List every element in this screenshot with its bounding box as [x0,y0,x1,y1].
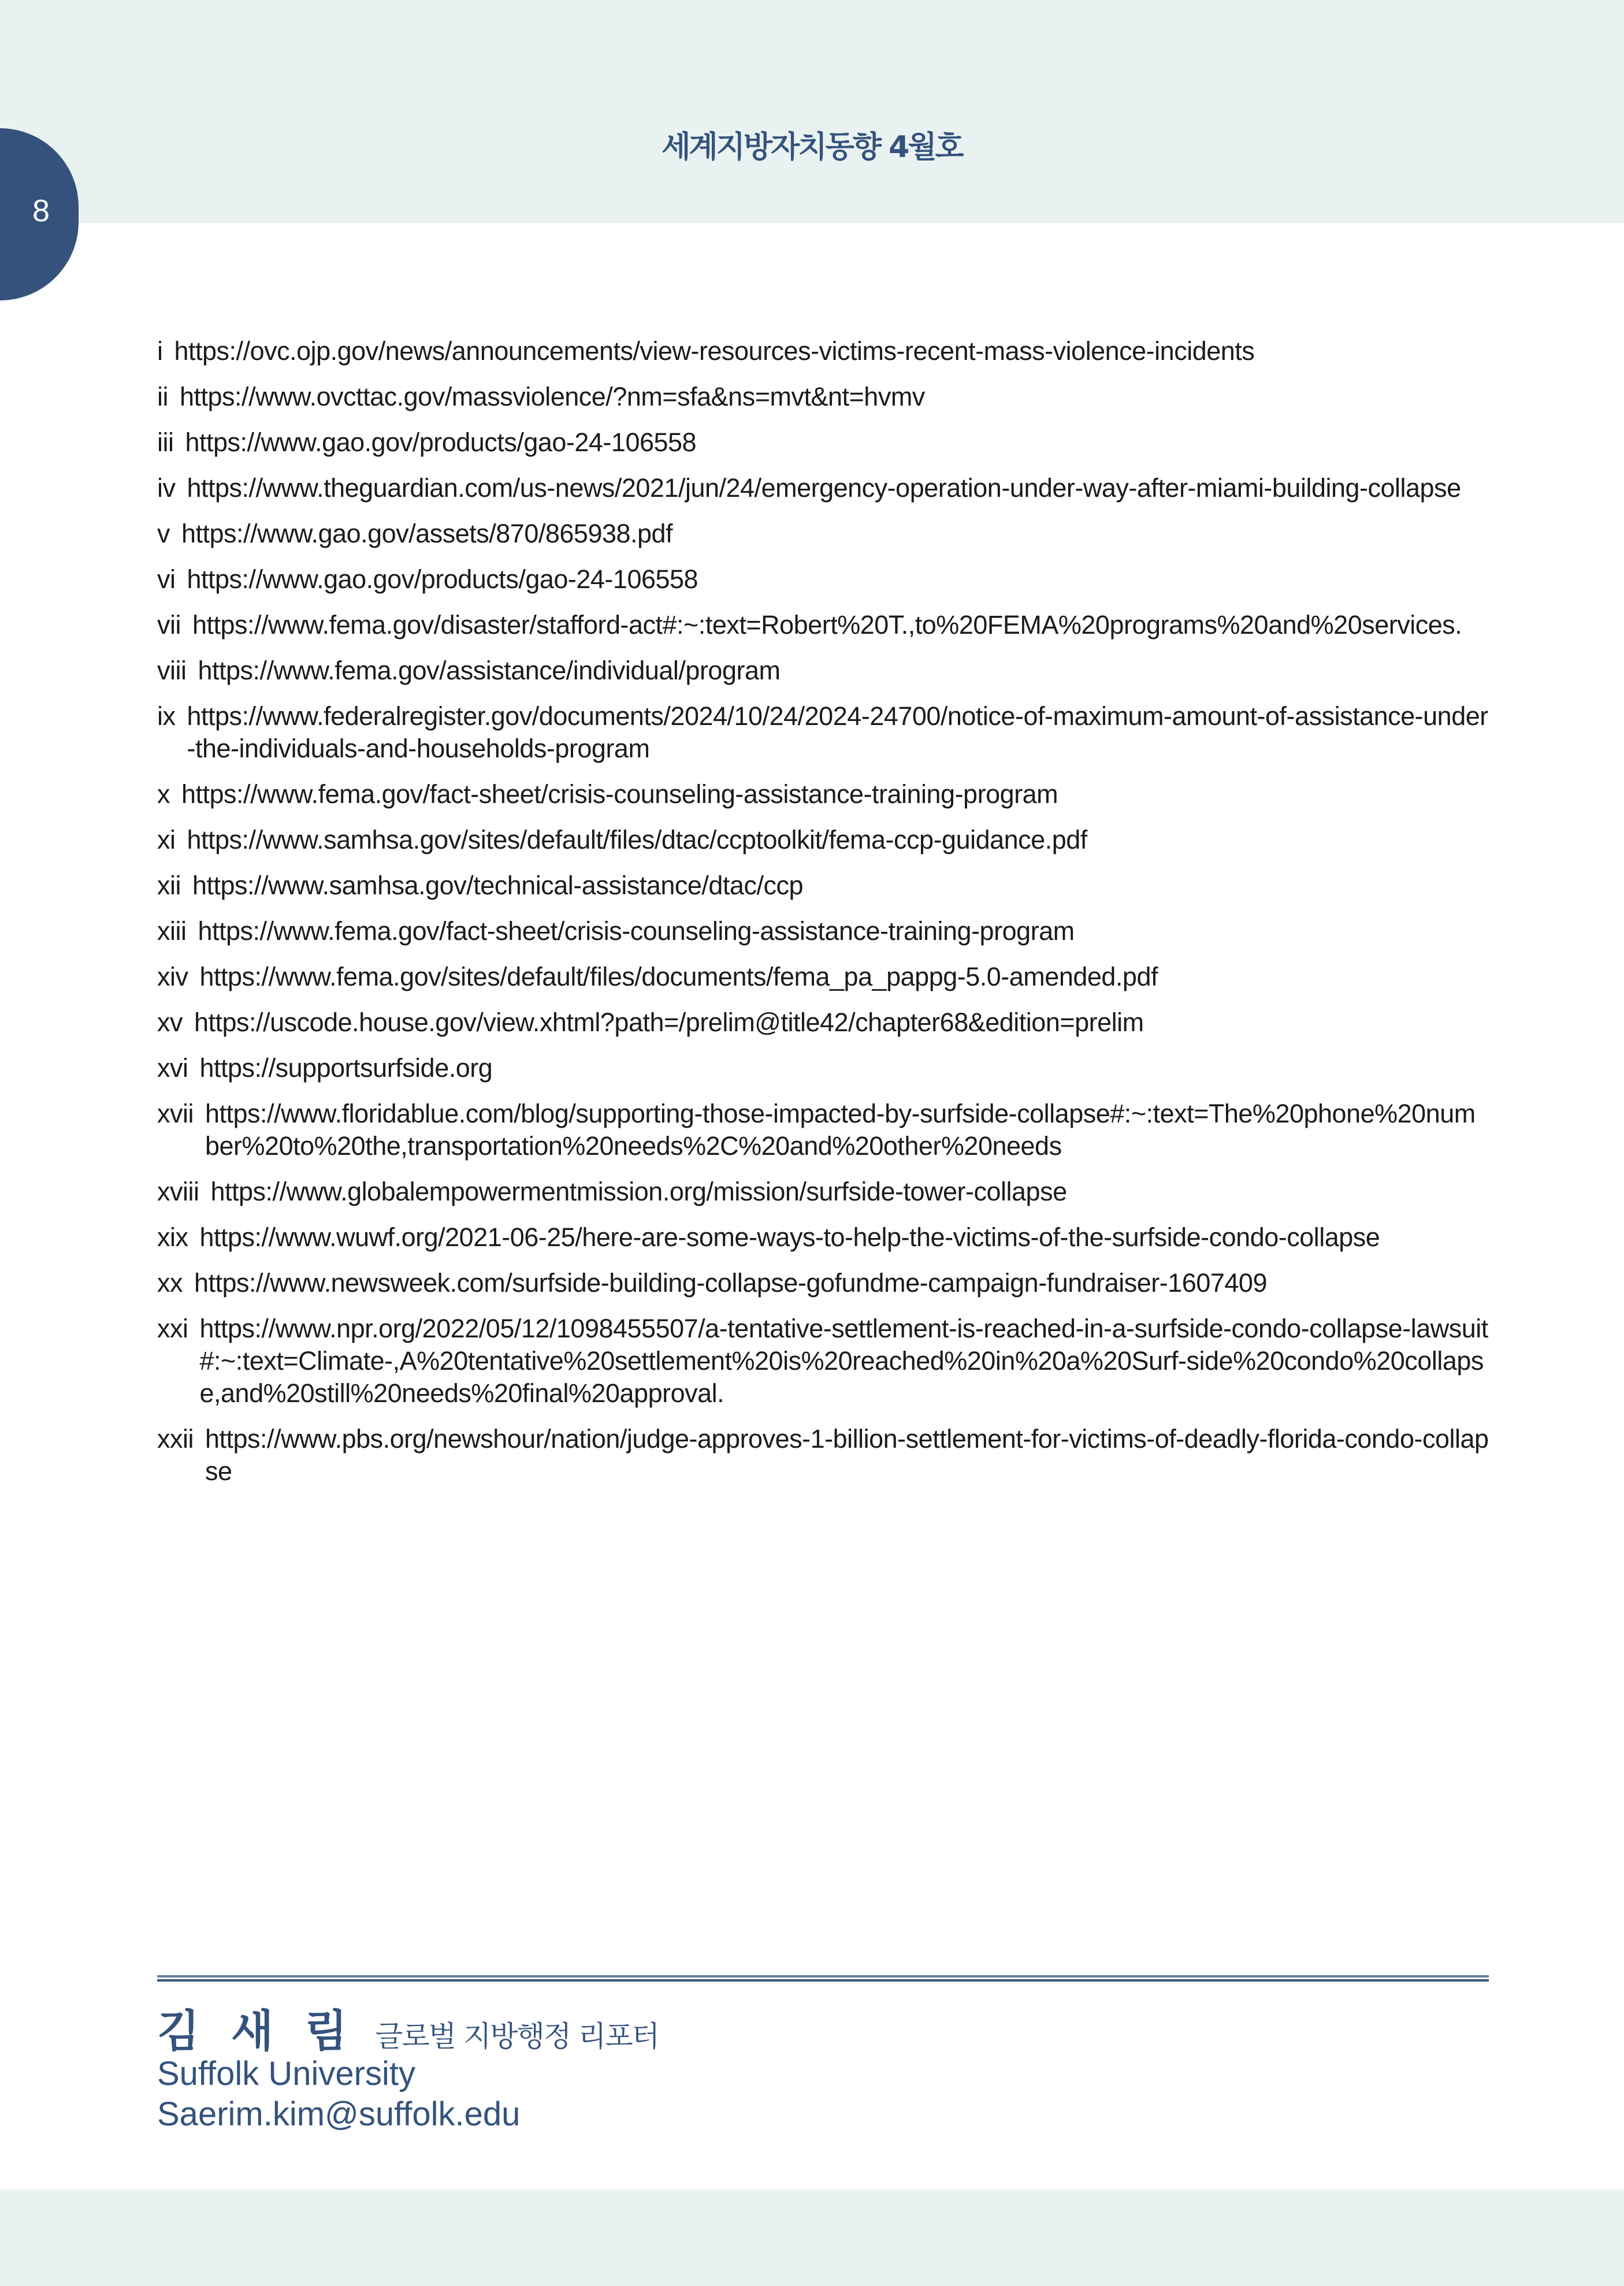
endnote-link[interactable]: https://www.gao.gov/products/gao-24-106558 [185,428,697,457]
endnote-marker: i [157,336,163,366]
endnote-link[interactable]: https://www.fema.gov/fact-sheet/crisis-counseling-assistance-training-program [198,916,1075,946]
endnote-marker: xviii [157,1177,199,1206]
header-band [0,0,1624,223]
endnote-link[interactable]: https://www.floridablue.com/blog/supporting-those-impacted-by-surfside-collapse#:~:text=The%20phone%20number%20to%20the,transportation%20needs%2C%20and%20other%20needs [205,1099,1476,1161]
endnote-marker: xx [157,1268,183,1298]
publication-title: 세계지방자치동향 4월호 [662,130,962,165]
endnote-marker: xix [157,1222,188,1252]
endnote-marker: ix [157,701,176,731]
endnote-link[interactable]: https://www.wuwf.org/2021-06-25/here-are-some-ways-to-help-the-victims-of-the-surfside-condo-collapse [199,1222,1380,1252]
endnote-item [157,1052,1489,1084]
endnote-link[interactable]: https://uscode.house.gov/view.xhtml?path=/prelim@title42/chapter68&edition=prelim [194,1008,1144,1037]
endnote-item [157,518,1489,550]
endnote-link[interactable]: https://www.gao.gov/assets/870/865938.pdf [181,519,673,548]
endnote-link[interactable]: https://www.pbs.org/newshour/nation/judge-approves-1-billion-settlement-for-victims-of-deadly-florida-condo-collapse [205,1424,1489,1486]
endnote-link[interactable]: https://www.theguardian.com/us-news/2021/jun/24/emergency-operation-under-way-after-miami-building-collapse [187,473,1461,503]
endnote-item [157,1313,1489,1410]
endnote-item [157,472,1489,504]
endnote-marker: xvi [157,1053,188,1083]
endnote-marker: xv [157,1008,183,1037]
footer-band [0,2190,1624,2286]
page-number: 8 [32,194,50,228]
endnote-marker: xiii [157,916,187,946]
endnote-link[interactable]: https://www.samhsa.gov/technical-assistance/dtac/ccp [192,871,803,900]
endnotes-list [157,335,1489,1501]
divider-line [157,1975,1489,1978]
endnote-item [157,700,1489,765]
author-role: 글로벌 지방행정 리포터 [375,2020,659,2053]
author-email[interactable]: Saerim.kim@suffolk.edu [157,2095,521,2133]
endnote-item [157,563,1489,596]
endnote-link[interactable]: https://www.globalempowermentmission.org/mission/surfside-tower-collapse [210,1177,1067,1206]
endnote-link[interactable]: https://www.gao.gov/products/gao-24-106558 [187,564,698,594]
endnote-link[interactable]: https://www.fema.gov/fact-sheet/crisis-counseling-assistance-training-program [181,779,1058,809]
endnote-item [157,1176,1489,1208]
endnote-link[interactable]: https://www.federalregister.gov/documents/2024/10/24/2024-24700/notice-of-maximum-amount-of-assistance-under-the-individuals-and-households-program [187,701,1488,763]
endnote-marker: xxii [157,1424,194,1454]
endnote-link[interactable]: https://ovc.ojp.gov/news/announcements/view-resources-victims-recent-mass-violence-incidents [174,336,1255,366]
endnote-item [157,824,1489,856]
endnote-item [157,1423,1489,1488]
endnote-marker: x [157,779,170,809]
endnote-item [157,381,1489,413]
endnote-marker: ii [157,382,168,411]
endnote-marker: xi [157,825,176,854]
endnote-link[interactable]: https://www.samhsa.gov/sites/default/files/dtac/ccptoolkit/fema-ccp-guidance.pdf [187,825,1087,854]
endnote-item [157,1267,1489,1299]
endnote-link[interactable]: https://www.newsweek.com/surfside-building-collapse-gofundme-campaign-fundraiser-1607409 [194,1268,1267,1298]
endnote-item [157,335,1489,367]
endnote-marker: viii [157,656,187,685]
endnote-item [157,869,1489,902]
endnote-marker: xvii [157,1099,194,1128]
endnote-item [157,778,1489,811]
endnote-link[interactable]: https://supportsurfside.org [199,1053,493,1083]
endnote-item [157,655,1489,687]
endnote-marker: v [157,519,170,548]
endnote-item [157,1006,1489,1039]
endnote-item [157,961,1489,993]
author-affiliation: Suffolk University [157,2055,415,2092]
endnote-marker: vi [157,564,176,594]
endnote-marker: xiv [157,962,188,991]
endnote-link[interactable]: https://www.fema.gov/sites/default/files/documents/fema_pa_pappg-5.0-amended.pdf [199,962,1158,991]
endnote-marker: iv [157,473,176,503]
endnote-link[interactable]: https://www.npr.org/2022/05/12/1098455507/a-tentative-settlement-is-reached-in-a-surfside-condo-collapse-lawsuit#:~:text=Climate-,A%20tentative%20settlement%20is%20reached%20in%20a%20Surf-side%20condo%20collapse,and%20still%20needs%20final%20approval. [199,1314,1488,1408]
endnote-item [157,1098,1489,1162]
endnote-marker: xii [157,871,181,900]
endnote-item [157,1221,1489,1254]
endnote-item [157,426,1489,459]
endnote-link[interactable]: https://www.ovcttac.gov/massviolence/?nm=sfa&ns=mvt&nt=hvmv [180,382,925,411]
author-name: 김 새 림 [157,2005,356,2057]
endnote-link[interactable]: https://www.fema.gov/assistance/individual/program [198,656,781,685]
endnote-marker: vii [157,610,181,640]
divider-line [157,1979,1489,1982]
author-heading [157,1996,659,2059]
endnote-marker: xxi [157,1314,188,1343]
endnote-link[interactable]: https://www.fema.gov/disaster/stafford-act#:~:text=Robert%20T.,to%20FEMA%20programs%20and%20services. [192,610,1462,640]
endnote-marker: iii [157,428,174,457]
endnote-item [157,609,1489,641]
endnote-item [157,915,1489,947]
